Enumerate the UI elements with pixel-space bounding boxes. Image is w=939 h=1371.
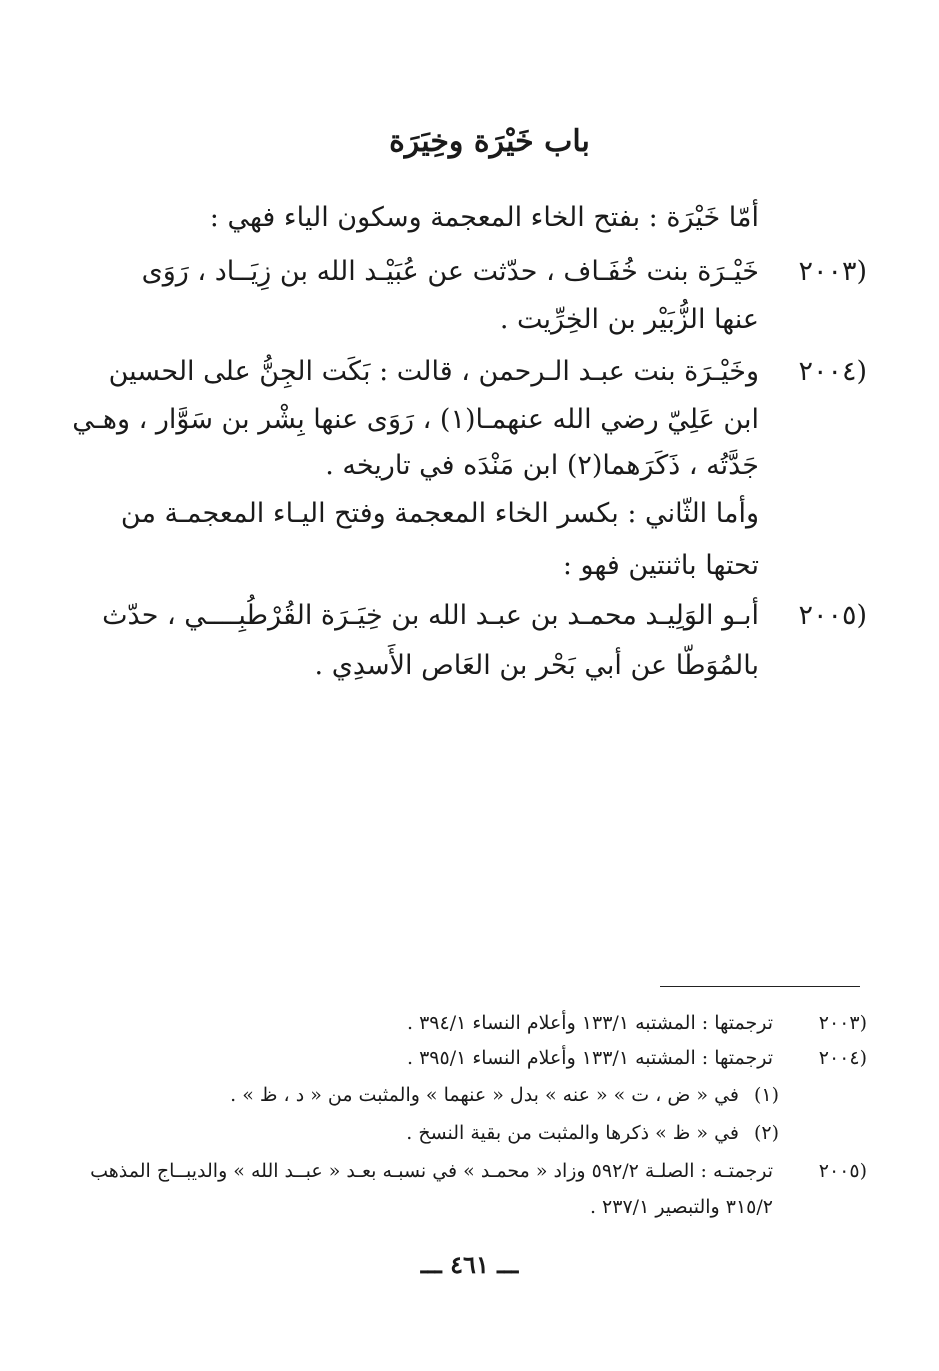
footnote-2004-number: (٢٠٠٤: [818, 1047, 867, 1069]
entry-2003-line-1: خَيْـرَة بنت خُفَـاف ، حدّثت عن عُبَيْـد الله بن زِيَــاد ، رَوَى: [141, 256, 759, 287]
footnote-2-number: (٢): [753, 1122, 779, 1144]
entry-2004-line-2: ابن عَلِيّ رضي الله عنهمـا(١) ، رَوَى عنها بِشْر بن سَوَّار ، وهـي: [72, 404, 759, 435]
footnote-2005-number: (٢٠٠٥: [818, 1160, 867, 1182]
page-title: باب خَيْرَة وخِيَرَة: [389, 124, 590, 159]
footnote-2004-text: ترجمتها : المشتبه ١٣٣/١ وأعلام النساء ٣٩٥/١ .: [406, 1047, 773, 1069]
footnote-2005-text-line-2: ٣١٥/٢ والتبصير ٢٣٧/١ .: [589, 1196, 773, 1218]
second-intro-line-2: تحتها باثنتين فهو :: [562, 550, 759, 581]
footnote-2003-text: ترجمتها : المشتبه ١٣٣/١ وأعلام النساء ٣٩٤/١ .: [406, 1012, 773, 1034]
entry-2004-line-3: جَدَّتُه ، ذَكَرَهما(٢) ابن مَنْدَه في تاريخه .: [325, 450, 759, 481]
footnote-separator: [660, 986, 860, 987]
entry-number-2004: (٢٠٠٤: [798, 356, 867, 387]
intro-line: أمّا خَيْرَة : بفتح الخاء المعجمة وسكون الياء فهي :: [209, 202, 759, 233]
entry-2004-line-1: وخَيْـرَة بنت عبـد الـرحمن ، قالت : بَكَت الجِنُّ على الحسين: [108, 356, 759, 387]
footnote-1-number: (١): [753, 1084, 779, 1106]
second-intro-line-1: وأما الثّاني : بكسر الخاء المعجمة وفتح اليـاء المعجمـة من: [120, 498, 759, 529]
footnote-2005-text-line-1: ترجمتـه : الصلـة ٥٩٢/٢ وزاد « محمـد » في نسبـه بعـد « عبــد الله » والديبــاج المذهب: [90, 1160, 773, 1182]
page-number: ـــ ٤٦١ ـــ: [420, 1250, 519, 1279]
footnote-2-text: في « ظ » ذكرها والمثبت من بقية النسخ .: [406, 1122, 739, 1144]
entry-2005-line-2: بالمُوَطّا عن أبي بَحْر بن العَاص الأَسدِي .: [314, 650, 759, 681]
entry-number-2003: (٢٠٠٣: [798, 256, 867, 287]
footnote-1-text: في « ض ، ت » « عنه » بدل « عنهما » والمثبت من « د ، ظ » .: [230, 1084, 739, 1106]
entry-2003-line-2: عنها الزُّبَيْر بن الخِرِّيت .: [499, 304, 759, 335]
entry-2005-line-1: أبـو الوَلِيـد محمـد بن عبـد الله بن خِيَـرَة القُرْطُبِــــي ، حدّث: [102, 600, 759, 631]
entry-number-2005: (٢٠٠٥: [798, 600, 867, 631]
footnote-2003-number: (٢٠٠٣: [818, 1012, 867, 1034]
